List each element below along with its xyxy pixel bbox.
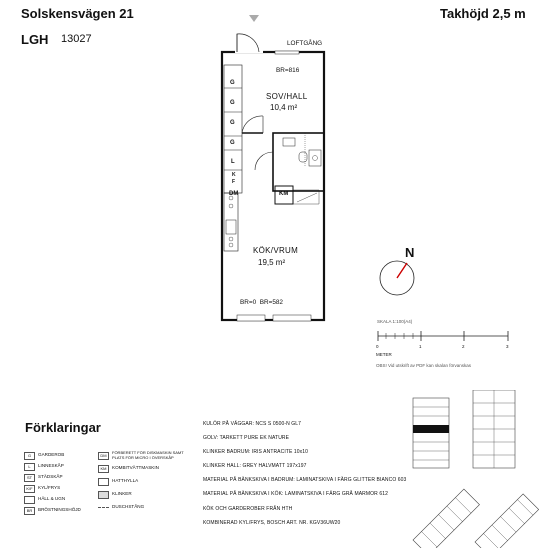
shower-rod-icon — [98, 507, 109, 509]
scale-tick: 3 — [506, 344, 509, 349]
legend-text: BRÖSTNINGSHÖJD — [38, 507, 81, 512]
scale-unit: METER — [376, 352, 392, 357]
km-label: KM — [279, 191, 289, 197]
selected-unit-marker — [413, 425, 449, 433]
material-line: KÖK OCH GARDEROBER FRÅN HTH — [203, 506, 293, 512]
material-line: MATERIAL PÅ BÄNKSKIVA I BADRUM: LAMINATSKIVA I FÄRG GLITTER BIANCO 603 — [203, 477, 407, 483]
wardrobe-label: G — [230, 120, 235, 126]
wardrobe-label: G — [230, 80, 235, 86]
north-label: N — [405, 245, 415, 260]
scale-tick: 0 — [376, 344, 379, 349]
entry-arrow-icon — [248, 14, 260, 24]
address: Solskensvägen 21 — [21, 6, 134, 21]
scale-bar — [375, 328, 515, 344]
legend-code: L — [24, 463, 35, 471]
material-line: KLINKER BADRUM: IRIS ANTRACITE 10x10 — [203, 449, 309, 455]
legend-text: HATTHYLLA — [112, 478, 139, 483]
legend-code: K/F — [24, 485, 35, 493]
apartment-number: 13027 — [61, 33, 92, 45]
legend-code: DM — [98, 452, 109, 460]
hat-shelf-icon — [98, 478, 109, 486]
site-key-plan — [405, 390, 545, 548]
freezer-label: F — [232, 179, 236, 185]
material-line: KLINKER HALL: GREY HALVMATT 197x197 — [203, 463, 307, 469]
scale-label: SKALA 1:100(A4) — [377, 319, 413, 324]
door-width-label: BR=816 — [276, 67, 300, 74]
legend-text: STÄDSKÅP — [38, 474, 63, 479]
legend-code: G — [24, 452, 35, 460]
material-line: GOLV: TARKETT PURE EK NATURE — [203, 435, 290, 441]
material-line: KULÖR PÅ VÄGGAR: NCS S 0500-N GL7 — [203, 421, 302, 427]
hob-oven-icon — [24, 496, 35, 504]
legend-text: KLINKER — [112, 491, 132, 496]
linen-label: L — [231, 159, 235, 165]
scale-tick: 2 — [462, 344, 465, 349]
legend-text: KOMBITVÄTTMASKIN — [112, 465, 159, 470]
material-line: KOMBINERAD KYL/FRYS, BOSCH ART. NR. KGV36UW20 — [203, 520, 341, 526]
material-line: MATERIAL PÅ BÄNKSKIVA I KÖK: LAMINATSKIVA I FÄRG GRÅ MARMOR 612 — [203, 491, 388, 497]
legend-text: GARDEROB — [38, 452, 65, 457]
bedroom-area: 10,4 m² — [270, 103, 298, 112]
compass-icon — [377, 258, 417, 298]
kitchen-area: 19,5 m² — [258, 258, 286, 267]
scale-tick: 1 — [419, 344, 422, 349]
legend-code: KM — [98, 465, 109, 473]
legend-code: ST — [24, 474, 35, 482]
legend-code: BR — [24, 507, 35, 515]
tile-swatch-icon — [98, 491, 109, 499]
legend-title: Förklaringar — [25, 420, 101, 435]
wardrobe-label: G — [230, 100, 235, 106]
kitchen-name: KÖK/VRUM — [253, 246, 299, 255]
scale-note: OBS! Vid utskrift av PDF kan skalan förvanskas — [376, 363, 471, 368]
wardrobe-label: G — [230, 140, 235, 146]
legend-text: FÖRBERETT FÖR DISKMASKIN SAMT PLATS FÖR MICRO I ÖVERSKÅP — [112, 450, 184, 460]
legend-text: DUSCHSTÅNG — [112, 504, 145, 509]
balcony-width-label: BR=0 BR=582 — [240, 299, 283, 306]
ceiling-height: Takhöjd 2,5 m — [440, 6, 526, 21]
apartment-prefix: LGH — [21, 32, 49, 47]
fridge-label: K — [232, 172, 236, 178]
legend-text: LINNESKÅP — [38, 463, 64, 468]
corridor-label: LOFTGÅNG — [287, 40, 323, 47]
legend-text: KYL/FRYS — [38, 485, 61, 490]
bedroom-name: SOV/HALL — [266, 92, 308, 101]
bathroom — [273, 133, 324, 191]
legend-text: HÄLL & UGN — [38, 496, 66, 501]
dm-label: DM — [229, 191, 239, 197]
